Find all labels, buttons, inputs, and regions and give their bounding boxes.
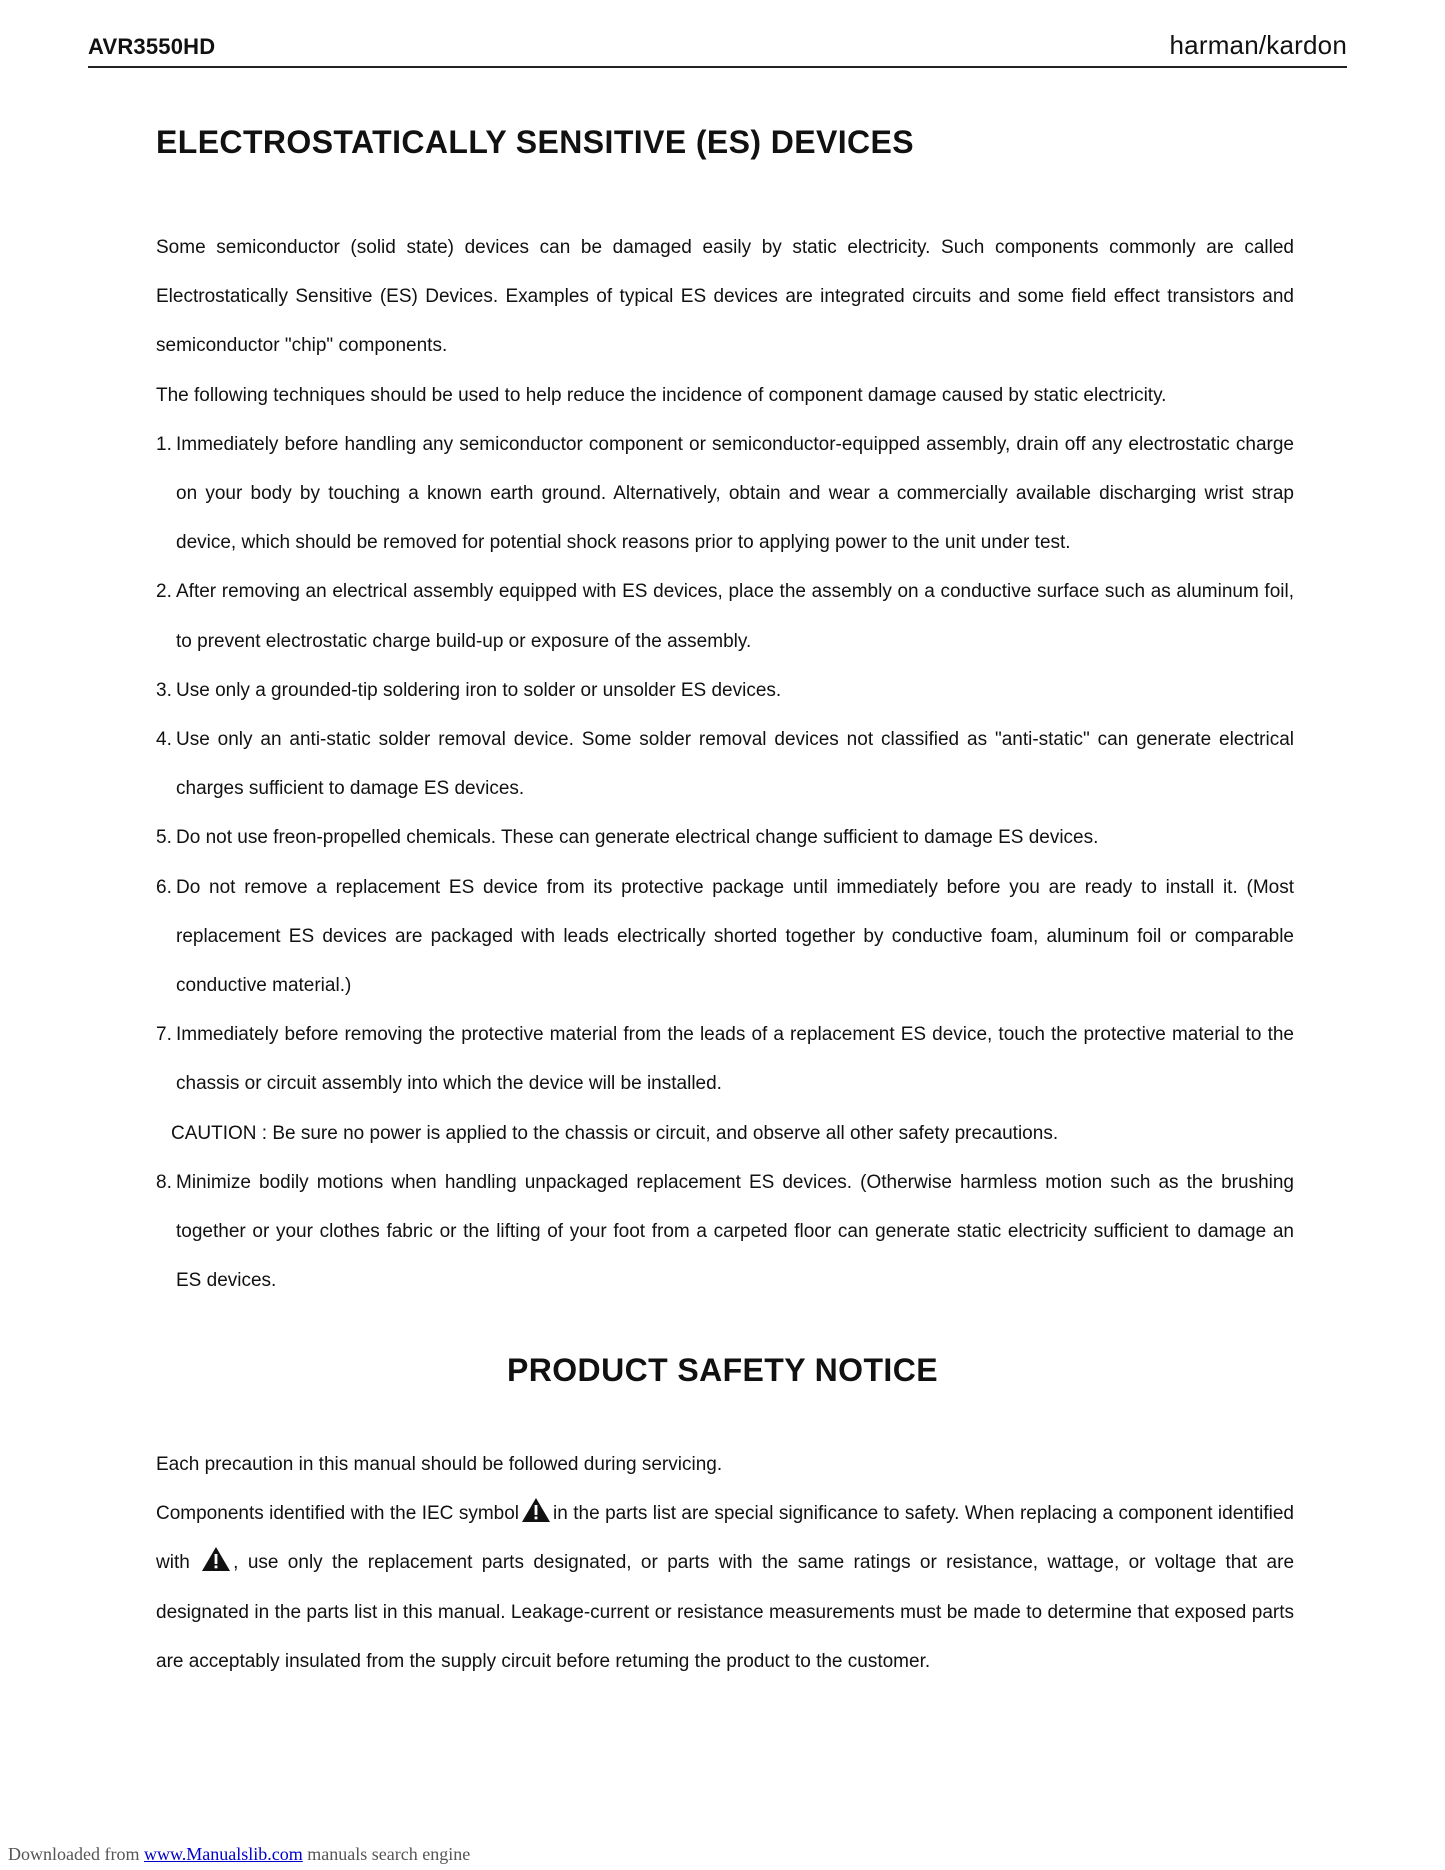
- es-lead: The following techniques should be used to help reduce the incidence of component damage caused by static electricity.: [156, 384, 1167, 406]
- caution-text: Be sure no power is applied to the chassis or circuit, and observe all other safety precautions.: [272, 1122, 1059, 1144]
- warning-triangle-icon: [201, 1546, 231, 1572]
- safety-section-title: PRODUCT SAFETY NOTICE: [507, 1352, 938, 1388]
- list-item: 1. Immediately before handling any semiconductor component or semiconductor-equipped assembly, drain off any electrostatic charge on your body by touching a known earth ground. Alternatively, obtain and wear a commercially available discharging wrist strap device, which should be removed for potential shock reasons prior to applying power to the unit under test.: [156, 433, 1294, 554]
- caution-label: CAUTION :: [171, 1122, 268, 1144]
- es-technique-list: [156, 420, 1294, 1109]
- es-intro: Some semiconductor (solid state) devices can be damaged easily by static electricity. Such components commonly are called Electrostatically Sensitive (ES) Devices. Examples of typical ES devices are integrated circuits and some field effect transistors and semiconductor "chip" components.: [156, 237, 1294, 357]
- safety-paragraph: Components identified with the IEC symbol in the parts list are special significance to safety. When replacing a component identified with , use only the replacement parts designated, or parts with the same ratings or resistance, wattage, or voltage that are designated in the parts list in this manual. Leakage-current or resistance measurements must be made to determine that exposed parts are acceptably insulated from the supply circuit before retuming the product to the customer.: [156, 1489, 1294, 1686]
- es-technique-list-continued: [156, 1158, 1294, 1306]
- page-footer: [8, 1844, 470, 1865]
- safety-section-body: [156, 1440, 1294, 1686]
- caution-note: [156, 1109, 1294, 1158]
- footer-suffix: manuals search engine: [307, 1844, 471, 1864]
- list-item: 2. After removing an electrical assembly equipped with ES devices, place the assembly on a conductive surface such as aluminum foil, to prevent electrostatic charge build-up or exposure of the assembly.: [156, 581, 1294, 652]
- safety-line-1: Each precaution in this manual should be followed during servicing.: [156, 1454, 723, 1475]
- footer-prefix: Downloaded from: [8, 1844, 140, 1864]
- page-header: [88, 30, 1347, 68]
- manualslib-link[interactable]: www.Manualslib.com: [143, 1844, 303, 1864]
- list-item: 4. Use only an anti-static solder removal device. Some solder removal devices not classified as "anti-static" can generate electrical charges sufficient to damage ES devices.: [156, 729, 1294, 800]
- list-item: 8. Minimize bodily motions when handling unpackaged replacement ES devices. (Otherwise harmless motion such as the brushing together or your clothes fabric or the lifting of your foot from a carpeted floor can generate static electricity sufficient to damage an ES devices.: [156, 1171, 1294, 1292]
- model-number: AVR3550HD: [88, 34, 216, 59]
- es-section-title: ELECTROSTATICALLY SENSITIVE (ES) DEVICES: [156, 124, 915, 160]
- list-item: 5. Do not use freon-propelled chemicals. These can generate electrical change sufficient to damage ES devices.: [156, 827, 1099, 849]
- list-item: 7. Immediately before removing the protective material from the leads of a replacement ES device, touch the protective material to the chassis or circuit assembly into which the device will be installed.: [156, 1024, 1294, 1095]
- warning-triangle-icon: [521, 1497, 551, 1523]
- brand-logo: harman/kardon: [1169, 30, 1347, 60]
- list-item: 3. Use only a grounded-tip soldering iron to solder or unsolder ES devices.: [156, 679, 782, 701]
- list-item: 6. Do not remove a replacement ES device from its protective package until immediately before you are ready to install it. (Most replacement ES devices are packaged with leads electrically shorted together by conductive foam, aluminum foil or comparable conductive material.): [156, 876, 1294, 997]
- es-section-body: [156, 223, 1294, 1305]
